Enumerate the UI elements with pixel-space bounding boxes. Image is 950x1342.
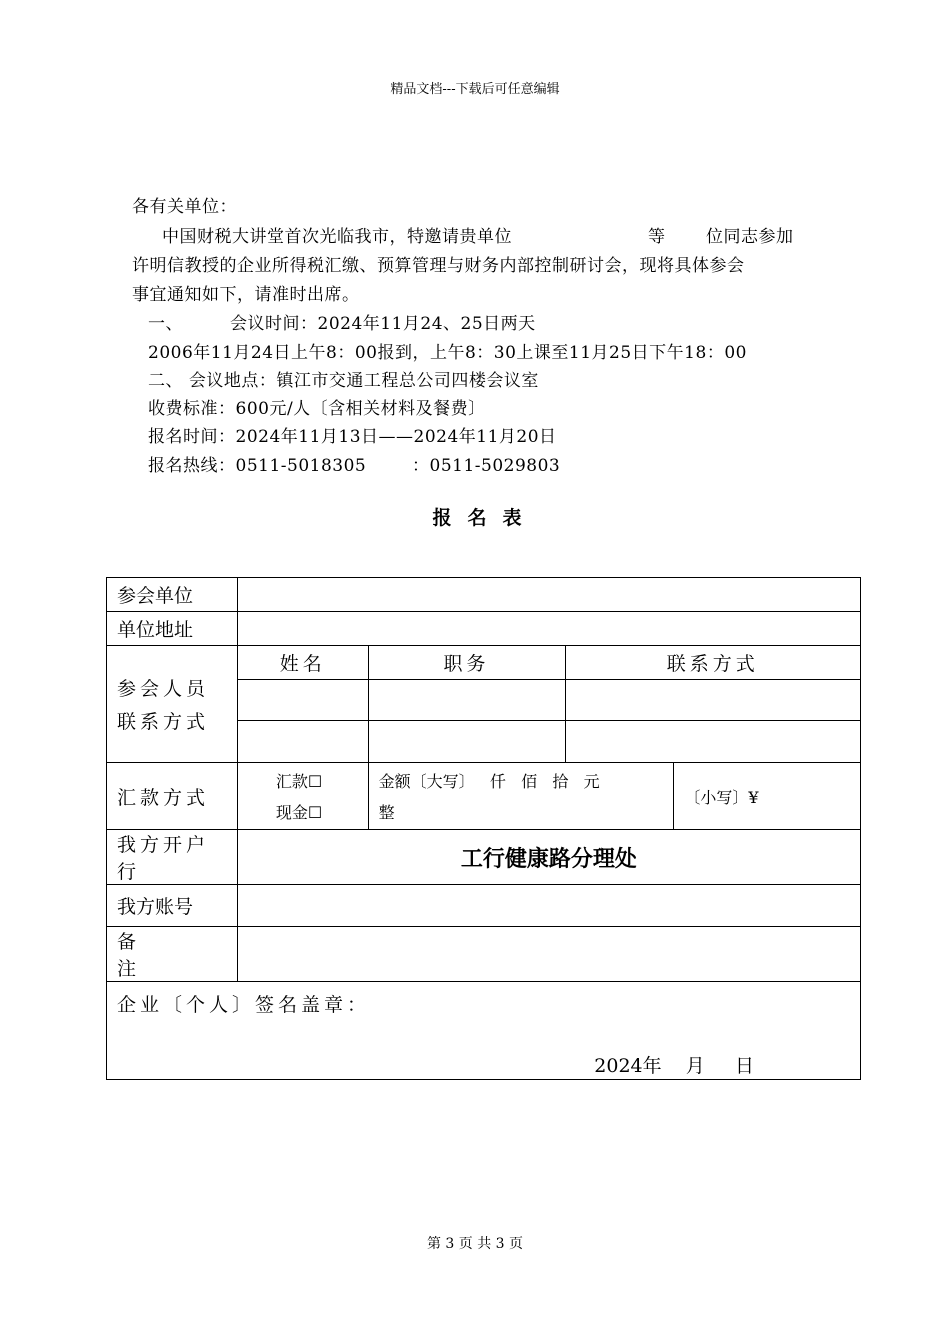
col-header-position: 职务	[368, 646, 565, 680]
page-header: 精品文档---下载后可任意编辑	[390, 82, 560, 97]
remark-input[interactable]	[237, 927, 860, 982]
amount-upper-line-2: 整	[378, 803, 395, 822]
item-1-text: 会议时间：2024年11月24、25日两天	[230, 314, 536, 334]
attendee-contact-2[interactable]	[565, 721, 861, 763]
invitation-line-2: 许明信教授的企业所得税汇缴、预算管理与财务内部控制研讨会，现将具体参会	[132, 256, 745, 276]
attendee-label-line-1: 参会人员	[117, 678, 210, 700]
payment-options	[237, 763, 368, 830]
salutation: 各有关单位：	[132, 197, 237, 217]
attendee-name-2[interactable]	[237, 721, 368, 763]
invitation-line-1c: 位同志参加	[706, 227, 794, 247]
attendee-position-2[interactable]	[368, 721, 565, 763]
hotline-2: ：0511-5029803	[412, 456, 561, 476]
signature-date: 2024年 月 日	[594, 1055, 754, 1077]
amount-upper-line-1: 金额〔大写〕 仟 佰 拾 元	[378, 772, 600, 791]
amount-lower[interactable]: 〔小写〕¥	[674, 763, 861, 830]
registration-time: 报名时间：2024年11月13日——2024年11月20日	[148, 427, 557, 447]
col-header-name: 姓名	[237, 646, 368, 680]
registration-form	[106, 577, 861, 1080]
form-title: 报名表	[432, 507, 538, 529]
fee-standard: 收费标准：600元/人〔含相关材料及餐费〕	[148, 399, 486, 419]
amount-upper	[368, 763, 674, 830]
page-footer: 第 3 页 共 3 页	[426, 1236, 524, 1252]
attendee-position-1[interactable]	[368, 680, 565, 721]
hotline-1: 报名热线：0511-5018305	[148, 456, 367, 476]
account-input[interactable]	[237, 885, 860, 927]
attendee-label	[107, 646, 238, 763]
bank-value: 工行健康路分理处	[237, 830, 860, 885]
invitation-line-1b: 等	[648, 227, 666, 247]
remark-label: 备注	[107, 927, 238, 982]
pay-cash-checkbox[interactable]: 现金☐	[275, 803, 323, 822]
address-input[interactable]	[237, 612, 860, 646]
col-header-contact: 联系方式	[565, 646, 861, 680]
signature-cell[interactable]	[107, 982, 861, 1080]
address-label: 单位地址	[107, 612, 238, 646]
attendee-name-1[interactable]	[237, 680, 368, 721]
pay-remit-checkbox[interactable]: 汇款☐	[275, 772, 323, 791]
account-label: 我方账号	[107, 885, 238, 927]
bank-label: 我方开户行	[107, 830, 238, 885]
unit-label: 参会单位	[107, 578, 238, 612]
attendee-contact-1[interactable]	[565, 680, 861, 721]
item-1-number: 一、	[148, 314, 183, 334]
item-2-venue: 二、 会议地点：镇江市交通工程总公司四楼会议室	[148, 371, 539, 391]
unit-input[interactable]	[237, 578, 860, 612]
item-1-detail: 2006年11月24日上午8：00报到，上午8：30上课至11月25日下午18：00	[148, 343, 747, 363]
payment-label: 汇款方式	[107, 763, 238, 830]
invitation-line-3: 事宜通知如下，请准时出席。	[132, 285, 360, 305]
signature-label: 企业〔个人〕签名盖章：	[117, 994, 371, 1016]
invitation-line-1a: 中国财税大讲堂首次光临我市，特邀请贵单位	[162, 227, 512, 247]
attendee-label-line-2: 联系方式	[117, 711, 210, 733]
